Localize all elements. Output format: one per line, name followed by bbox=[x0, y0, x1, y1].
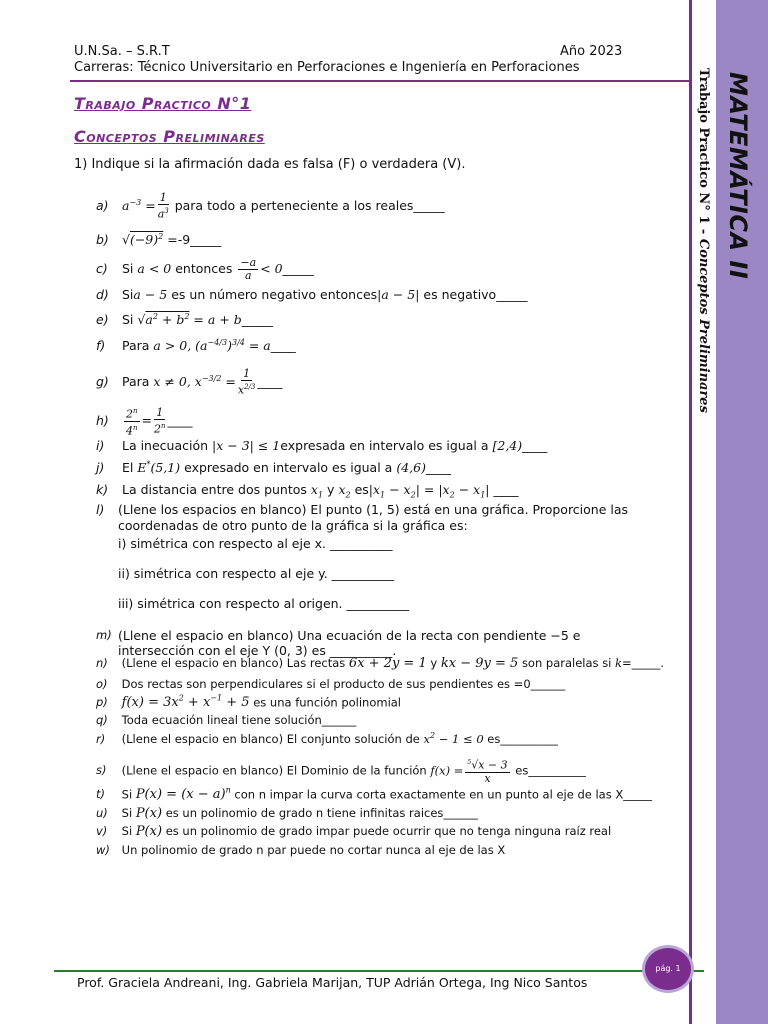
item-label: v) bbox=[96, 824, 108, 838]
item-text: es bbox=[354, 482, 369, 497]
item-text: Si bbox=[121, 806, 133, 820]
item-label: m) bbox=[96, 628, 112, 642]
item-text: La inecuación bbox=[121, 438, 209, 453]
item-label: q) bbox=[96, 713, 108, 727]
item-text: ____ bbox=[167, 412, 193, 428]
item-text: son paralelas si bbox=[521, 656, 612, 670]
item-text: con n impar la curva corta exactamente en un punto al eje de las X_____ bbox=[234, 787, 652, 802]
question-1: 1) Indique si la afirmación dada es falsa (F) o verdadera (V). bbox=[74, 157, 466, 172]
item-e: e) Si $√a^2 + b^2 = a$ + b_____ bbox=[96, 312, 273, 328]
item-l-label bbox=[96, 502, 118, 517]
item-label: k) bbox=[96, 482, 109, 497]
item-r: r) (Llene el espacio en blanco) El conjunto solución de $x^2 - 1 \le 0$ es__________ bbox=[96, 731, 558, 746]
item-b: b) $√(-9)^2$ =-9_____ bbox=[96, 232, 222, 248]
item-n: n) (Llene el espacio en blanco) Las rectas 6x + 2y = 1 y kx − 9y = 5 son paralelas si k=_____. bbox=[96, 656, 665, 671]
item-label: s) bbox=[96, 763, 107, 778]
sidebar-subtitle-plain: Trabajo Practico N° 1 - bbox=[696, 68, 711, 239]
careers: Carreras: Técnico Universitario en Perforaciones e Ingeniería en Perforaciones bbox=[74, 60, 580, 75]
item-m-text: (Llene el espacio en blanco) Una ecuación de la recta con pendiente −5 e intersección con el eje Y (0, 3) es __________. bbox=[118, 628, 581, 658]
item-text: _____ bbox=[282, 261, 314, 276]
item-text: Para bbox=[121, 338, 150, 354]
sidebar-subtitle-wrap bbox=[692, 68, 716, 968]
item-label: c) bbox=[96, 261, 108, 276]
item-c: c) Si a < 0 entonces $\frac{-a}{a}$ < 0_____ bbox=[96, 256, 314, 282]
footer-rule bbox=[54, 970, 704, 972]
item-text: para todo a perteneciente a los reales_____ bbox=[174, 197, 445, 213]
item-u: u) Si P(x) es un polinomio de grado n tiene infinitas raices______ bbox=[96, 806, 478, 821]
item-label: t) bbox=[96, 787, 105, 802]
item-text: _____ bbox=[241, 312, 273, 328]
item-label: w) bbox=[96, 843, 110, 857]
item-text: Para bbox=[121, 373, 150, 389]
item-t: t) Si $P(x) = (x - a)^n$ con n impar la curva corta exactamente en un punto al eje de las X_____ bbox=[96, 786, 652, 803]
item-text: La distancia entre dos puntos bbox=[121, 482, 307, 497]
item-label: h) bbox=[96, 412, 109, 428]
item-d: d) Sia − 5 es un número negativo entonces|a − 5| es negativo_____ bbox=[96, 287, 528, 302]
item-label: r) bbox=[96, 731, 106, 746]
item-j: j) El E*(5,1) expresado en intervalo es igual a (4,6)____ bbox=[96, 460, 451, 476]
item-text: Si bbox=[121, 312, 134, 328]
item-text: es__________ bbox=[487, 731, 558, 746]
item-i: i) La inecuación |x − 3| ≤ 1expresada en intervalo es igual a [2,4)____ bbox=[96, 438, 548, 453]
item-label: u) bbox=[96, 806, 108, 820]
item-text: ____ bbox=[493, 482, 519, 497]
item-text: ____ bbox=[522, 438, 548, 453]
item-l-i: i) simétrica con respecto al eje x. __________ bbox=[118, 536, 393, 551]
item-text: y bbox=[327, 482, 335, 497]
item-q bbox=[96, 713, 356, 727]
item-text: es un número negativo entonces bbox=[171, 287, 378, 302]
item-text: (Llene el espacio en blanco) El Dominio de la función bbox=[121, 763, 427, 778]
item-l-text: (Llene los espacios en blanco) El punto (1, 5) está en una gráfica. Proporcione las coordenadas de otro punto de la gráfica si la gráfica es: bbox=[118, 502, 629, 533]
item-o bbox=[96, 677, 565, 691]
item-text: ____ bbox=[270, 338, 296, 354]
item-l-iii: iii) simétrica con respecto al origen. __________ bbox=[118, 596, 410, 611]
sidebar-subtitle bbox=[696, 68, 711, 413]
item-g: g) Para x ≠ 0, $x^{-3/2}$ = $\frac{1}{x^{2/3}}$ ____ bbox=[96, 367, 283, 397]
item-s: s) (Llene el espacio en blanco) El Dominio de la función f(x) = $\frac{^5√x - 3}{x}$ es__________ bbox=[96, 758, 586, 785]
item-m-label bbox=[96, 628, 118, 642]
item-h: h) $\frac{2^n}{4^n}$ = $\frac{1}{2^n}$ ____ bbox=[96, 405, 193, 438]
item-p: p) $f(x) = 3x^2 + x^{-1} + 5$ es una función polinomial bbox=[96, 694, 402, 711]
item-label: e) bbox=[96, 312, 109, 328]
item-text: entonces bbox=[175, 261, 233, 276]
item-label: j) bbox=[96, 460, 105, 476]
item-text: ____ bbox=[257, 373, 283, 389]
item-text: es un polinomio de grado n tiene infinitas raices______ bbox=[165, 806, 478, 820]
sidebar-title-wrap bbox=[716, 72, 756, 972]
item-label: a) bbox=[96, 197, 109, 213]
item-text: (Llene el espacio en blanco) Las rectas bbox=[121, 656, 346, 670]
item-k: k) La distancia entre dos puntos $x_1$ y $x_2$ $es|x_1 - x_2| = |x_2 - x_1|$ ____ bbox=[96, 482, 519, 500]
page-title: Trabajo Practico N°1 bbox=[74, 94, 252, 113]
item-label: b) bbox=[96, 232, 109, 248]
item-text: es__________ bbox=[515, 763, 586, 778]
item-text: El bbox=[121, 460, 134, 476]
item-text: Si bbox=[121, 261, 134, 276]
item-text: Toda ecuación lineal tiene solución______ bbox=[121, 713, 357, 727]
item-text: y bbox=[430, 656, 438, 670]
page-number-badge bbox=[642, 945, 694, 993]
sidebar-subtitle-italic: Conceptos Preliminares bbox=[696, 238, 711, 413]
item-w bbox=[96, 843, 505, 857]
item-text: =-9_____ bbox=[167, 232, 222, 248]
item-text: es una función polinomial bbox=[253, 695, 402, 710]
item-label: p) bbox=[96, 695, 108, 710]
item-text: es negativo_____ bbox=[423, 287, 528, 302]
header-rule bbox=[70, 80, 690, 82]
institution: U.N.Sa. – S.R.T bbox=[74, 44, 170, 59]
page-subtitle: Conceptos Preliminares bbox=[74, 127, 265, 146]
year: Año 2023 bbox=[560, 44, 623, 59]
item-text: es un polinomio de grado impar puede ocurrir que no tenga ninguna raíz real bbox=[165, 824, 612, 838]
item-l-ii: ii) simétrica con respecto al eje y. __________ bbox=[118, 566, 395, 581]
item-text: Si bbox=[121, 287, 134, 302]
item-text: (Llene el espacio en blanco) El conjunto solución de bbox=[121, 731, 420, 746]
item-label: o) bbox=[96, 677, 108, 691]
item-text: =_____. bbox=[622, 656, 665, 670]
page-number: pág. 1 bbox=[655, 964, 681, 973]
item-text: ____ bbox=[425, 460, 451, 476]
item-text: Si bbox=[121, 787, 133, 802]
item-v: v) Si P(x) es un polinomio de grado impar puede ocurrir que no tenga ninguna raíz real bbox=[96, 824, 612, 839]
item-label: n) bbox=[96, 656, 108, 670]
item-text: Dos rectas son perpendiculares si el producto de sus pendientes es =0______ bbox=[121, 677, 566, 691]
item-text: Si bbox=[121, 824, 133, 838]
item-text: expresado en intervalo es igual a bbox=[184, 460, 393, 476]
item-text: Un polinomio de grado n par puede no cortar nunca al eje de las X bbox=[121, 843, 506, 857]
footer-authors: Prof. Graciela Andreani, Ing. Gabriela Marijan, TUP Adrián Ortega, Ing Nico Santos bbox=[77, 975, 588, 990]
item-text: expresada en intervalo es igual a bbox=[280, 438, 489, 453]
item-label: d) bbox=[96, 287, 109, 302]
item-label: f) bbox=[96, 338, 106, 354]
item-label: g) bbox=[96, 373, 109, 389]
item-a: a) $a^{-3}$ = $\frac{1}{a^3}$ para todo a perteneciente a los reales_____ bbox=[96, 191, 445, 221]
item-label: i) bbox=[96, 438, 105, 453]
item-f: f) Para a > 0, $(a^{-4/3})^{3/4}$ = a____ bbox=[96, 338, 296, 354]
sidebar-title: MATEMÁTICA II bbox=[724, 72, 752, 280]
item-label: l) bbox=[96, 502, 105, 517]
